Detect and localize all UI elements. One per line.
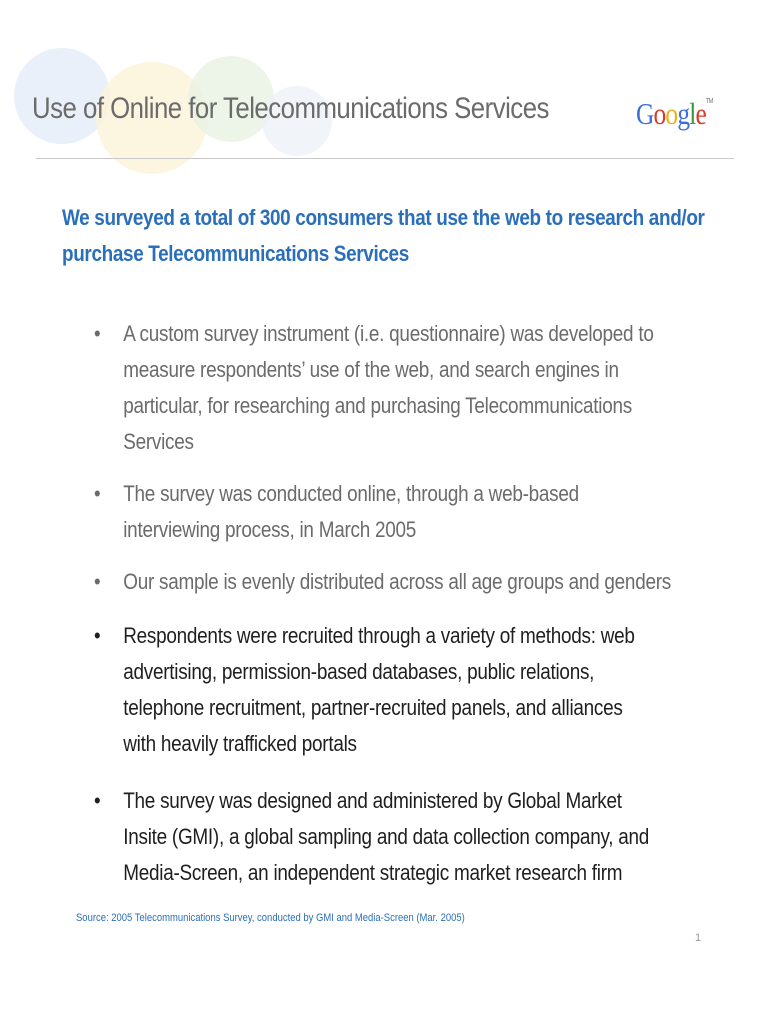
bullet-text: Respondents were recruited through a variety of methods: web advertising, permission-based databases, public relations, telephone recruitment, partner-recruited panels, and alliances with heavily trafficked portals <box>123 623 635 756</box>
bullet-text: The survey was designed and administered by Global Market Insite (GMI), a global sampling and data collection company, and Media-Screen, an independent strategic market research firm <box>123 788 650 885</box>
bullet-item <box>94 316 654 460</box>
bullet-text: Our sample is evenly distributed across all age groups and genders <box>123 569 671 594</box>
title-divider <box>36 158 734 159</box>
source-note: Source: 2005 Telecommunications Survey, conducted by GMI and Media-Screen (Mar. 2005) <box>76 912 465 924</box>
lead-statement: We surveyed a total of 300 consumers that use the web to research and/or purchase Telecommunications Services <box>62 205 705 266</box>
page-number: 1 <box>695 932 702 944</box>
bullet-text: The survey was conducted online, through a web-based interviewing process, in March 2005 <box>123 481 579 542</box>
trademark-mark: TM <box>705 98 713 105</box>
bullet-dot: • <box>94 569 101 594</box>
bullet-item <box>94 476 644 548</box>
bullet-item <box>94 618 644 762</box>
bullet-dot: • <box>94 788 101 813</box>
bullet-dot: • <box>94 321 101 346</box>
bullet-item <box>94 564 671 600</box>
google-logo <box>636 96 713 132</box>
logo-letters: Google <box>636 96 706 131</box>
bullet-text: A custom survey instrument (i.e. questionnaire) was developed to measure respondents’ use of the web, and search engines in particular, for researching and purchasing Telecommunications Services <box>123 321 654 454</box>
bullet-item <box>94 783 650 891</box>
bullet-dot: • <box>94 481 101 506</box>
page-title: Use of Online for Telecommunications Services <box>32 92 549 125</box>
bullet-dot: • <box>94 623 101 648</box>
